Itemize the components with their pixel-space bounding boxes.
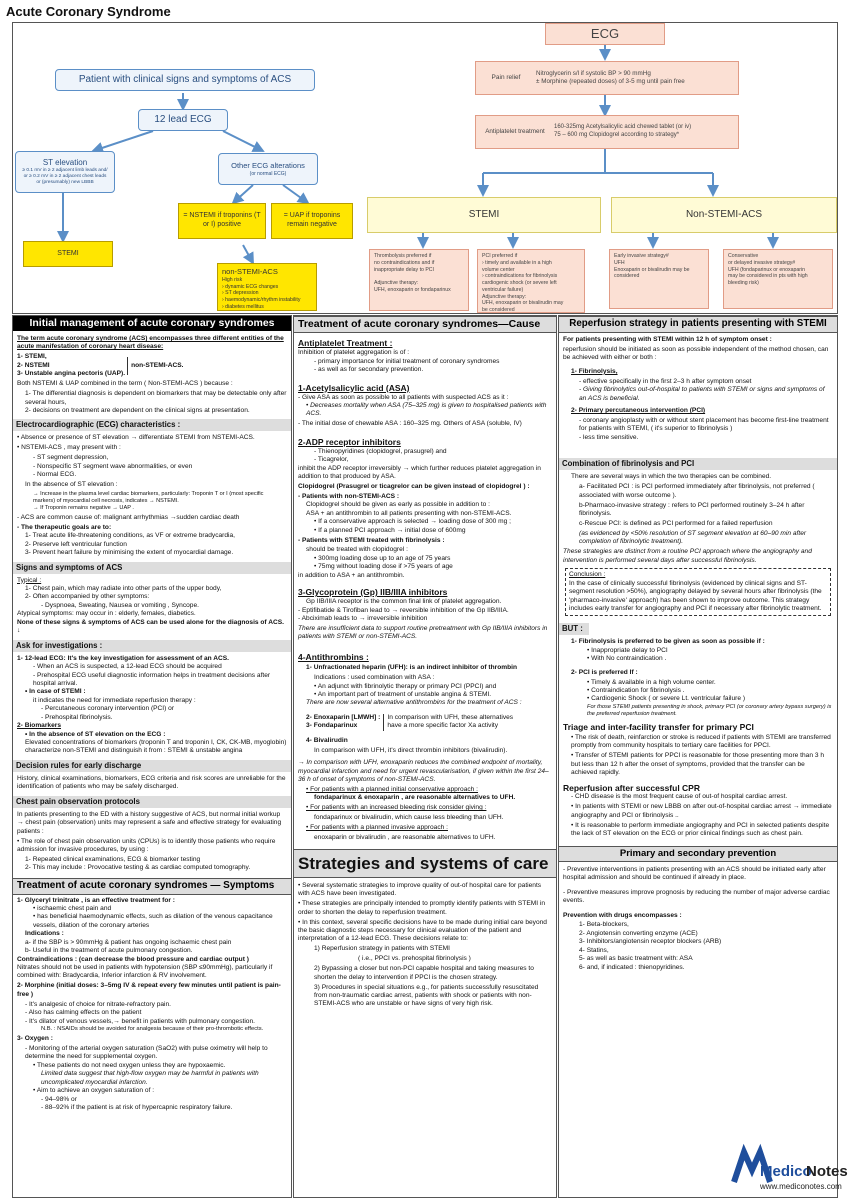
symptoms-header: Treatment of acute coronary syndromes — Symptoms (13, 878, 291, 895)
fondaparinux-item: 3- Fondaparinux (306, 722, 358, 730)
reperfusion-intro: reperfusion should be initiated as soon as possible independent of the method chosen, can be achieved with either or both : (563, 345, 829, 362)
but-item: 2- PCI is preferred If : (571, 668, 638, 676)
drug-item: 2- Angiotensin converting enzyme (ACE) (579, 929, 698, 937)
investigation-detail: - When an ACS is suspected, a 12-lead ECG should be acquired (33, 663, 222, 671)
box-a-line: UFH, enoxaparin or fondaparinux (374, 286, 451, 293)
investigation-detail: Elevated concentrations of biomarkers (troponin T and troponin I, CK, CK-MB, myoglobin) characterize non-STEMI and distinguish it from : STEMI & unstable angina (25, 739, 287, 755)
box-d-line: may be considered in pts with high (728, 273, 808, 280)
gp-title: 3-Glycoprotein (Gp) IIB/IIIA inhibitors (298, 587, 448, 598)
investigation-detail: • In case of STEMI : (25, 688, 86, 696)
conclusion-box (565, 568, 831, 616)
box-d-line: bleeding risk) (728, 280, 759, 286)
box-a-line: inappropriate delay to PCI (374, 266, 434, 273)
ecg-subheader: Electrocardiographic (ECG) characteristics : (13, 419, 291, 431)
signs-subheader: Signs and symptoms of ACS (13, 562, 291, 574)
box-c-line: Early invasive strategy# (614, 253, 669, 259)
clop-item: - Patients with STEMI treated with fibrinolysis : (298, 536, 445, 544)
gp-item: Gp IIB/IIIA receptor is the common final link of platelet aggregation. (306, 598, 502, 606)
drug-item: 1- Beta-blockers, (579, 921, 629, 929)
antiplatelet-box (475, 115, 739, 149)
st-elevation-box (15, 151, 115, 193)
fibrinolysis-title: 1- Fibrinolysis, (571, 367, 618, 375)
anti-line: 75 – 600 mg Clopidogrel according to strategy* (554, 132, 680, 138)
antithrombins-title: 4-Antithrombins : (298, 651, 369, 662)
prevention-item: - Preventive measures improve prognosis by reducing the number of major adverse cardiac events. (563, 888, 830, 905)
investigation-detail: - Prehospital ECG useful diagnostic information helps in treatment decisions after hospital arrival. (33, 671, 271, 687)
oxygen-item: - 88–92% if the patient is at risk of hypercapnic respiratory failure. (41, 1104, 233, 1112)
anti-line: 160-325mg Acetylsalicylic acid chewed tablet (or iv) (554, 124, 692, 131)
flowchart (12, 22, 838, 314)
st-line: or (presumably) new LBBB (36, 180, 94, 186)
clop-item: • If a planned PCI approach → initial dose of 600mg (314, 526, 466, 534)
box-c-line: considered (614, 273, 640, 280)
box-b-line: › timely and available in a high (482, 259, 552, 266)
investigation-item: 1- 12-lead ECG: It's the key investigation for assessment of an ACS. (17, 654, 230, 662)
clop-item: • 300mg loading dose up to an age of 75 years (314, 554, 451, 562)
drug-item: 4- Statins, (579, 946, 609, 954)
strategy-subitem: 3) Procedures in special situations e.g., for patients successfully resuscitated from non-traumatic cardiac arrest, patients with shock or patients with non-STEMI-ACS who are unstable or have signs of very high risk. (314, 983, 539, 1008)
both-text: Both NSTEMI & UAP combined in the term ( Non-STEMI-ACS ) because : (17, 380, 233, 388)
oxygen-title: 3- Oxygen : (17, 1035, 53, 1043)
nonstemi-title: non-STEMI-ACS (222, 267, 278, 276)
reperfusion-intro: For patients presenting with STEMI within 12 h of symptom onset : (563, 336, 772, 344)
investigation-detail: it indicates the need for immediate reperfusion therapy : (33, 696, 196, 704)
box-b-line: cardiogenic shock (or severe left (482, 280, 557, 286)
morphine-item: - It's analgesic of choice for nitrate-refractory pain. (25, 1000, 172, 1008)
clopidogrel-title: Clopidogrel (Prasugrel or ticagrelor can be given instead of clopidogrel ) : (298, 482, 530, 490)
ecg-point: • NSTEMI-ACS , may present with : (17, 444, 121, 452)
but-note: For those STEMI patients presenting in shock, primary PCI (or coronary artery bypass surgery) is the preferred reperfusion treatment. (587, 703, 832, 718)
column-reperfusion (558, 315, 838, 1198)
box-b-line: be considered (482, 307, 515, 313)
ufh-item: There are now several alternative antithrombins for the treatment of ACS : (306, 699, 522, 707)
ecg-top-box: ECG (545, 23, 665, 45)
cpr-item: • In patients with STEMI or new LBBB on after out-of-hospital cardiac arrest → immediate angiography and PCI or fibrinolysis .. (571, 803, 832, 819)
cpr-title: Reperfusion after successful CPR (563, 782, 700, 793)
asa-title: 1-Acetylsalicylic acid (ASA) (298, 382, 410, 393)
comb-note: These strategies are distinct from a routine PCI approach where the angiography and intervention is performed several days after successful fibrinolysis. (563, 548, 812, 564)
fib-item: - effective specifically in the first 2–3 h after symptom onset (579, 377, 752, 385)
pain-label: Pain relief (491, 73, 521, 81)
nonstemi-line: › dynamic ECG changes (222, 283, 279, 290)
adp-title: 2-ADP receptor inhibitors (298, 436, 401, 447)
box-c-line: Enoxaparin or bivalirudin may be (614, 266, 690, 273)
entities-note: non-STEMI-ACS. (131, 361, 184, 369)
decision-subheader: Decision rules for early discharge (13, 760, 291, 772)
box-b-line: ventricular failure) (482, 286, 524, 293)
drug-item: 6- and, if indicated : thienopyridines. (579, 963, 685, 971)
antiplatelet-text: Inhibition of platelet aggregation is of : (298, 349, 410, 357)
oxygen-item: - 94–98% or (41, 1095, 77, 1103)
cpo-item: 2- This may include : Provocative testing & as cardiac computed tomography. (25, 864, 251, 872)
box-b-line: UFH, enoxaparin or bivalirudin may (482, 300, 564, 307)
ecg12-box: 12 lead ECG (138, 109, 228, 131)
reperfusion-header: Reperfusion strategy in patients presenting with STEMI (559, 316, 837, 333)
clop-item: in addition to ASA + an antithrombin. (298, 571, 405, 579)
other-sub: (or normal ECG) (249, 170, 287, 177)
box-a-line: Thrombolysis preferred if (374, 253, 432, 259)
investigation-detail: • In the absence of ST elevation on the ECG : (25, 730, 166, 738)
ecg-point: In the absence of ST elevation : (25, 481, 118, 489)
box-d-line: or delayed invasive strategy# (728, 259, 796, 266)
nonstemi-line: High risk (222, 276, 243, 283)
enoxaparin-item: 2- Enoxaparin [LMWH] : (306, 713, 381, 721)
strategy-subitem: ( i.e., PPCI vs. prehospital fibrinolysis ) (358, 955, 471, 963)
lmwh-note: In comparison with UFH, these alternatives have a more specific factor Xa activity (383, 714, 513, 731)
pain-relief-box (475, 61, 739, 95)
chest-pain-subheader: Chest pain observation protocols (13, 796, 291, 808)
alt-item: fondaparinux & enoxaparin , are reasonable alternatives to UFH. (314, 794, 516, 802)
conservative-box (723, 249, 833, 309)
oxygen-item: - Monitoring of the arterial oxygen saturation (SaO2) with pulse oximetry will help to determine the need for supplemental oxygen. (25, 1044, 268, 1061)
typical-item: 2- Often accompanied by other symptoms: (25, 593, 150, 601)
oxygen-item: • These patients do not need oxygen unless they are hypoxaemic. (33, 1061, 226, 1069)
ufh-item: Indications : used combination with ASA : (314, 674, 435, 682)
typical-subitem: - Dyspnoea, Sweating, Nausea or vomiting , Syncope. (41, 601, 199, 609)
alt-item: • For patients with a planned initial conservative approach : (306, 785, 479, 793)
box-a-line: no contraindications and if (374, 259, 435, 266)
contra-text: Nitrates should not be used in patients with hypotension (SBP ≤90mmHg), particularly if combined with: Bradycardia, Inferior infarction & RV involvement. (17, 964, 273, 980)
antiplatelet-item: - as well as for secondary prevention. (314, 366, 424, 374)
logo-mark (730, 1142, 848, 1194)
nonstemi-line: › diabetes mellitus (222, 303, 264, 310)
ask-subheader: Ask for investigations : (13, 640, 291, 652)
cpo-item: 1- Repeated clinical examinations, ECG & biomarker testing (25, 855, 201, 863)
other-ecg-box (218, 153, 318, 185)
strategy-item: • These strategies are principally intended to promptly identify patients with STEMI in order to shorten the delay to reperfusion treatment. (298, 900, 546, 916)
adp-item: inhibit the ADP receptor irreversibly → which further reduces platelet aggregation in addition to that produced by ASA. (298, 464, 541, 480)
asa-item: • Decreases mortality when ASA (75–325 mg) is given to hospitalised patients with ACS. (306, 401, 547, 418)
comb-item: b-Pharmaco-invasive strategy : refers to PCI performed routinely 3–24 h after fibrinolysis. (579, 501, 805, 518)
cpr-item: - CHD disease is the most frequent cause of out-of hospital cardiac arrest. (571, 793, 788, 801)
box-a-line (374, 273, 375, 280)
combination-subheader: Combination of fibrinolysis and PCI (559, 458, 837, 470)
entity-item: 1- STEMI, (17, 353, 47, 361)
box-b-line: PCI preferred if (482, 253, 518, 259)
cpo-text: In patients presenting to the ED with a history suggestive of ACS, but normal initial workup → chest pain (observation) units may represent a safe and effective strategy for evaluating patients : (17, 810, 282, 835)
uap-if-box: = UAP if troponins remain negative (271, 203, 353, 239)
box-d-line: UFH (fondaparinux or enoxaparin (728, 266, 805, 273)
logo-brand-a: Medico (760, 1163, 812, 1180)
logo-brand-b: Notes (806, 1163, 848, 1180)
gp-item: - Eptifibatide & Tirofiban lead to → reversible inhibition of the Gp IIB/IIIA. (298, 606, 509, 614)
treatment-cause-header: Treatment of acute coronary syndromes—Cause (294, 316, 556, 333)
but-subitem: • Cardiogenic Shock ( or severe Lt. ventricular failure ) (587, 695, 746, 703)
investigation-item: 2- Biomarkers (17, 722, 61, 730)
strategy-subitem: 2) Bypassing a closer but non-PCI capable hospital and taking measures to shorten the delay to intervention if PPCI is the chosen strategy. (314, 965, 534, 981)
column-treatment-cause (293, 315, 557, 1198)
box-b-line: Adjunctive therapy: (482, 293, 527, 300)
prevention-item: - Preventive interventions in patients presenting with an ACS should be initiated early after hospital admission and should be continued if already in place. (563, 865, 826, 882)
both-item: 2- decisions on treatment are dependent on the clinical signs at presentation. (25, 406, 250, 414)
triage-item: • Transfer of STEMI patients for PPCI is reasonable for those presenting more than 3 h but less than 12 h after the onset of symptoms, provided that the transfer can be achieved rapidly. (571, 752, 824, 777)
st-title: ST elevation (42, 157, 88, 167)
st-line: ≥ 0.1 mV in ≥ 2 adjacent limb leads and/ (22, 167, 108, 173)
acs-point: - ACS are common cause of: malignant arrhythmias →sudden cardiac death (17, 513, 240, 521)
indication-item: a- if the SBP is > 90mmHg & patient has ongoing ischaemic chest pain (25, 938, 232, 946)
cpr-item: • It is reasonable to perform immediate angiography and PCI in selected patients despite the lack of ST elevation on the ECG or prior clinical findings such as chest pain. (571, 821, 830, 838)
antiplatelet-item: - primary importance for initial treatment of coronary syndromes (314, 357, 500, 365)
gp-item: - Abciximab leads to → irreversible inhibition (298, 614, 428, 622)
comb-item: There are several ways in which the two therapies can be combined. (571, 473, 772, 481)
alt-item: • For patients with an increased bleeding risk consider giving : (306, 804, 487, 812)
both-item: 1- The differential diagnosis is dependent on biomarkers that may be detectable only after several hours, (25, 390, 287, 406)
strategy-subitem: 1) Reperfusion strategy in patients with STEMI (314, 945, 450, 953)
stemi-right-box: STEMI (367, 197, 601, 233)
morphine-item: - It's dilator of venous vessels,→ benefit in patients with pulmonary congestion. (25, 1017, 255, 1025)
gp-note: There are insufficient data to support routine pretreatment with Gp IIB/IIIA inhibitors in patients with STEMI or non-STEMI-ACS. (298, 624, 548, 641)
prevention-drugs-label: Prevention with drugs encompasses : (563, 911, 682, 919)
triage-item: • The risk of death, reinfarction or stroke is reduced if patients with STEMI are transferred promptly from community hospitals to tertiary care facilities for PPCI. (571, 733, 831, 750)
bivalirudin-title: 4- Bivalirudin (306, 736, 348, 744)
strategy-item: • Several systematic strategies to improve quality of out-of hospital care for patients with ACS have been investigated. (298, 881, 542, 898)
nonstemi-left-box (217, 263, 317, 311)
morphine-note: N.B. : NSAIDs should be avoided for analgesia because of their pro-thrombotic effects. (41, 1026, 264, 1033)
nonstemi-right-box: Non-STEMI-ACS (611, 197, 837, 233)
conclusion-text: In the case of clinically successful fibrinolysis (evidenced by clinical signs and ST-segment resolution >50%), angiography delayed by several hours after fibrinolysis (the 'pharmaco-invasive' approach) has been shown to improve outcome. This strategy includes early transfer for angiography and PCI if necessary after fibrinolytic treatment. (569, 579, 822, 612)
comb-item: c-Rescue PCI: is defined as PCI performed for a failed reperfusion (579, 520, 773, 527)
logo-url: www.mediconotes.com (760, 1182, 842, 1191)
asa-item: - Give ASA as soon as possible to all patients with suspected ACS as it : (298, 393, 509, 401)
goal-item: 1- Treat acute life-threatening conditions, as VF or extreme bradycardia, (25, 532, 236, 540)
strategy-item: • In this context, several specific decisions have to be made during initial care beyond the basic diagnostic steps necessary for clinical evaluation of the patient and interpretation of a 12-lead ECG. These decisions relate to: (298, 918, 547, 943)
clop-item: should be treated with clopidogrel : (306, 546, 408, 554)
but-subitem: • Contraindication for fibrinolysis . (587, 687, 685, 695)
ecg-subpoint: - Nonspecific ST segment wave abnormalities, or even (33, 462, 193, 470)
early-invasive-box (609, 249, 709, 309)
box-b-line: volume center (482, 266, 515, 273)
indications-label: Indications : (25, 930, 64, 938)
box-b-line: › contraindications for fibrinolysis (482, 273, 558, 280)
but-subitem: • Inappropriate delay to PCI (587, 646, 668, 654)
comparison-note: → In comparison with UFH, enoxaparin reduces the combined endpoint of mortality, myocardial infarction and need for urgent revascularisation, if given within the first 24–36 h of onset of symptoms of non-STEMI-ACS. (298, 759, 549, 783)
ppci-title: 2- Primary percutaneous intervention (PCI) (571, 407, 706, 415)
thrombolysis-box (369, 249, 469, 311)
investigation-detail: - Prehospital fibrinolysis. (41, 713, 113, 721)
column-initial-management (12, 315, 292, 1198)
contra-label: Contraindications : (can decrease the blood pressure and cardiac output ) (17, 955, 249, 963)
prevention-header: Primary and secondary prevention (559, 846, 837, 862)
gtn-title: 1- Glyceryl trinitrate , is an effective treatment for : (17, 896, 175, 904)
patient-box: Patient with clinical signs and symptoms of ACS (55, 69, 315, 91)
pain-line: ± Morphine (repeated doses) of 3-5 mg until pain free (536, 78, 685, 85)
indication-item: b- Useful in the treatment of acute pulmonary congestion. (25, 947, 193, 955)
ecg-subpoint: - ST segment depression, (33, 454, 109, 462)
entity-item: 2- NSTEMI (17, 361, 50, 369)
anti-label: Antiplatelet treatment (485, 127, 545, 135)
fib-item: - Giving fibrinolytics out-of-hospital to patients with STEMI or signs and symptoms of an ACS is beneficial. (579, 386, 825, 402)
investigation-detail: - Percutaneous coronary intervention (PCI) or (41, 705, 175, 713)
oxygen-item: Limited data suggest that high-flow oxygen may be harmful in patients with uncomplicated myocardial infarction. (41, 1070, 259, 1086)
clop-item: Clopidogrel should be given as early as possible in addition to : (306, 501, 491, 509)
ppci-item: - less time sensitive. (579, 433, 639, 441)
conclusion-label: Conclusion : (569, 571, 606, 579)
cpo-text: • The role of chest pain observation units (CPUs) is to identify those patients who require admission for invasive procedures, by using : (17, 837, 276, 853)
goal-item: 2- Preserve left ventricular function (25, 540, 127, 548)
goal-item: 3- Prevent heart failure by minimising the extent of myocardial damage. (25, 549, 234, 557)
drug-item: 5- as well as basic treatment with: ASA (579, 955, 693, 963)
nonstemi-line: › haemodynamic/rhythm instability (222, 297, 301, 303)
ufh-item: • An important part of treatment of unstable angina & STEMI. (314, 690, 492, 698)
ufh-item: • An adjunct with fibrinolytic therapy or primary PCI (PPCI) and (314, 682, 497, 690)
nstemi-if-box: = NSTEMI if troponins (T or I) positive (178, 203, 266, 239)
strategies-header: Strategies and systems of care (294, 849, 556, 879)
page-title: Acute Coronary Syndrome (6, 4, 171, 19)
typical-label: Typical : (17, 576, 42, 584)
ecg-point: • Absence or presence of ST elevation → differentiate STEMI from NSTEMI-ACS. (17, 434, 255, 442)
mediconotes-logo (730, 1142, 848, 1194)
nonstemi-line: › ST depression (222, 290, 259, 297)
gtn-item: • ischaemic chest pain and (33, 904, 112, 912)
entities-block (17, 353, 287, 378)
bivalirudin-item: In comparison with UFH, it's direct thrombin inhibitors (bivalirudin). (314, 746, 508, 754)
other-title: Other ECG alterations (231, 161, 305, 170)
acs-point: - The therapeutic goals are to: (17, 523, 112, 531)
alt-item: • For patients with a planned invasive approach : (306, 824, 448, 832)
adp-item: - Thienopyridines (clopidogrel, prasugrel) and (314, 447, 447, 455)
gtn-item: • has beneficial haemodynamic effects, such as dilation of the venous capacitance vessels, dilation of the coronary arteries (33, 913, 273, 929)
but-label: BUT : (559, 623, 589, 635)
clop-item: • 75mg without loading dose if >75 years of age (314, 563, 453, 571)
ecg-subpoint: → Increase in the plasma level cardiac biomarkers, particularly: Troponin T or I (most specific markers) of myocardial cell necrosis, indicates → NSTEMI. (33, 490, 264, 505)
pci-box (477, 249, 585, 313)
entity-item: 3- Unstable angina pectoris (UAP). (17, 370, 126, 378)
intro-text: The term acute coronary syndrome (ACS) encompasses three different entities of the acute manifestation of coronary heart disease: (17, 334, 284, 351)
initial-management-header: Initial management of acute coronary syndromes (13, 316, 291, 331)
clop-item: • If a conservative approach is selected → loading dose of 300 mg ; (314, 518, 511, 526)
clop-item: ASA + an antithrombin to all patients presenting with non-STEMI-ACS. (306, 509, 512, 517)
alt-item: fondaparinux or bivalirudin, which cause less bleeding than UFH. (314, 814, 504, 822)
but-subitem: • Timely & available in a high volume center. (587, 678, 716, 686)
morphine-title: 2- Morphine (initial doses: 3–5mg IV & repeat every few minutes until patient is pain-free ) (17, 982, 281, 998)
typical-item: 1- Chest pain, which may radiate into other parts of the upper body, (25, 585, 222, 593)
anti-text (554, 124, 691, 139)
ecg-subpoint: → If Troponin remains negative → UAP . (33, 505, 134, 512)
lmwh-block (298, 714, 552, 731)
but-subitem: • With No contraindication . (587, 655, 667, 663)
none-text: None of these signs & symptoms of ACS can be used alone for the diagnosis of ACS. ↓ (17, 618, 284, 635)
drug-item: 3- Inhibitors/angiotensin receptor blockers (ARB) (579, 938, 722, 946)
comb-item: a- Facilitated PCI : is PCI performed immediately after fibrinolysis, not preferred ( associated with worse outcome ). (579, 483, 815, 499)
brace-line (127, 357, 128, 375)
morphine-item: - Also has calming effects on the patient (25, 1009, 142, 1017)
pain-line: Nitroglycerin s/l if systolic BP > 90 mmHg (536, 69, 651, 77)
antiplatelet-title: Antiplatelet Treatment : (298, 338, 393, 349)
ufh-title: 1- Unfractionated heparin (UFH): is an indirect inhibitor of thrombin (306, 664, 517, 672)
comb-item: (as evidenced by <50% resolution of ST segment elevation at 60–90 min after completion of fibrinolytic treatment). (579, 529, 807, 546)
stemi-left-box: STEMI (23, 241, 113, 267)
box-a-line: Adjunctive therapy: (374, 280, 419, 286)
decision-text: History, clinical examinations, biomarkers, ECG criteria and risk scores are unreliable for the identification of patients who may be safely discharged. (17, 774, 286, 791)
ppci-item: - coronary angioplasty with or without stent placement has become first-line treatment for patients with STEMI, ( it's superior to fibrinolysis ) (579, 417, 829, 433)
alt-item: enoxaparin or bivalirudin , are reasonable alternatives to UFH. (314, 834, 496, 842)
oxygen-item: • Aim to achieve an oxygen saturation of : (33, 1087, 155, 1095)
clop-item: - Patients with non-STEMI-ACS : (298, 492, 400, 500)
asa-item: - The initial dose of chewable ASA : 160–325 mg. Others of ASA (soluble, IV) (298, 420, 522, 428)
but-item: 1- Fibrinolysis is preferred to be given as soon as possible if : (571, 638, 765, 646)
atypical-text: Atypical symptoms: may occur in : elderly, females, diabetics. (17, 610, 196, 618)
ecg-subpoint: - Normal ECG. (33, 471, 77, 479)
box-d-line: Conservative (728, 253, 759, 259)
box-c-line: UFH (614, 259, 625, 266)
adp-item: - Ticagrelor, (314, 456, 349, 464)
st-line: or ≥ 0.2 mV in ≥ 2 adjacent chest leads (23, 174, 107, 180)
pain-text (536, 70, 685, 86)
triage-title: Triage and inter-facility transfer for primary PCI (563, 721, 754, 732)
